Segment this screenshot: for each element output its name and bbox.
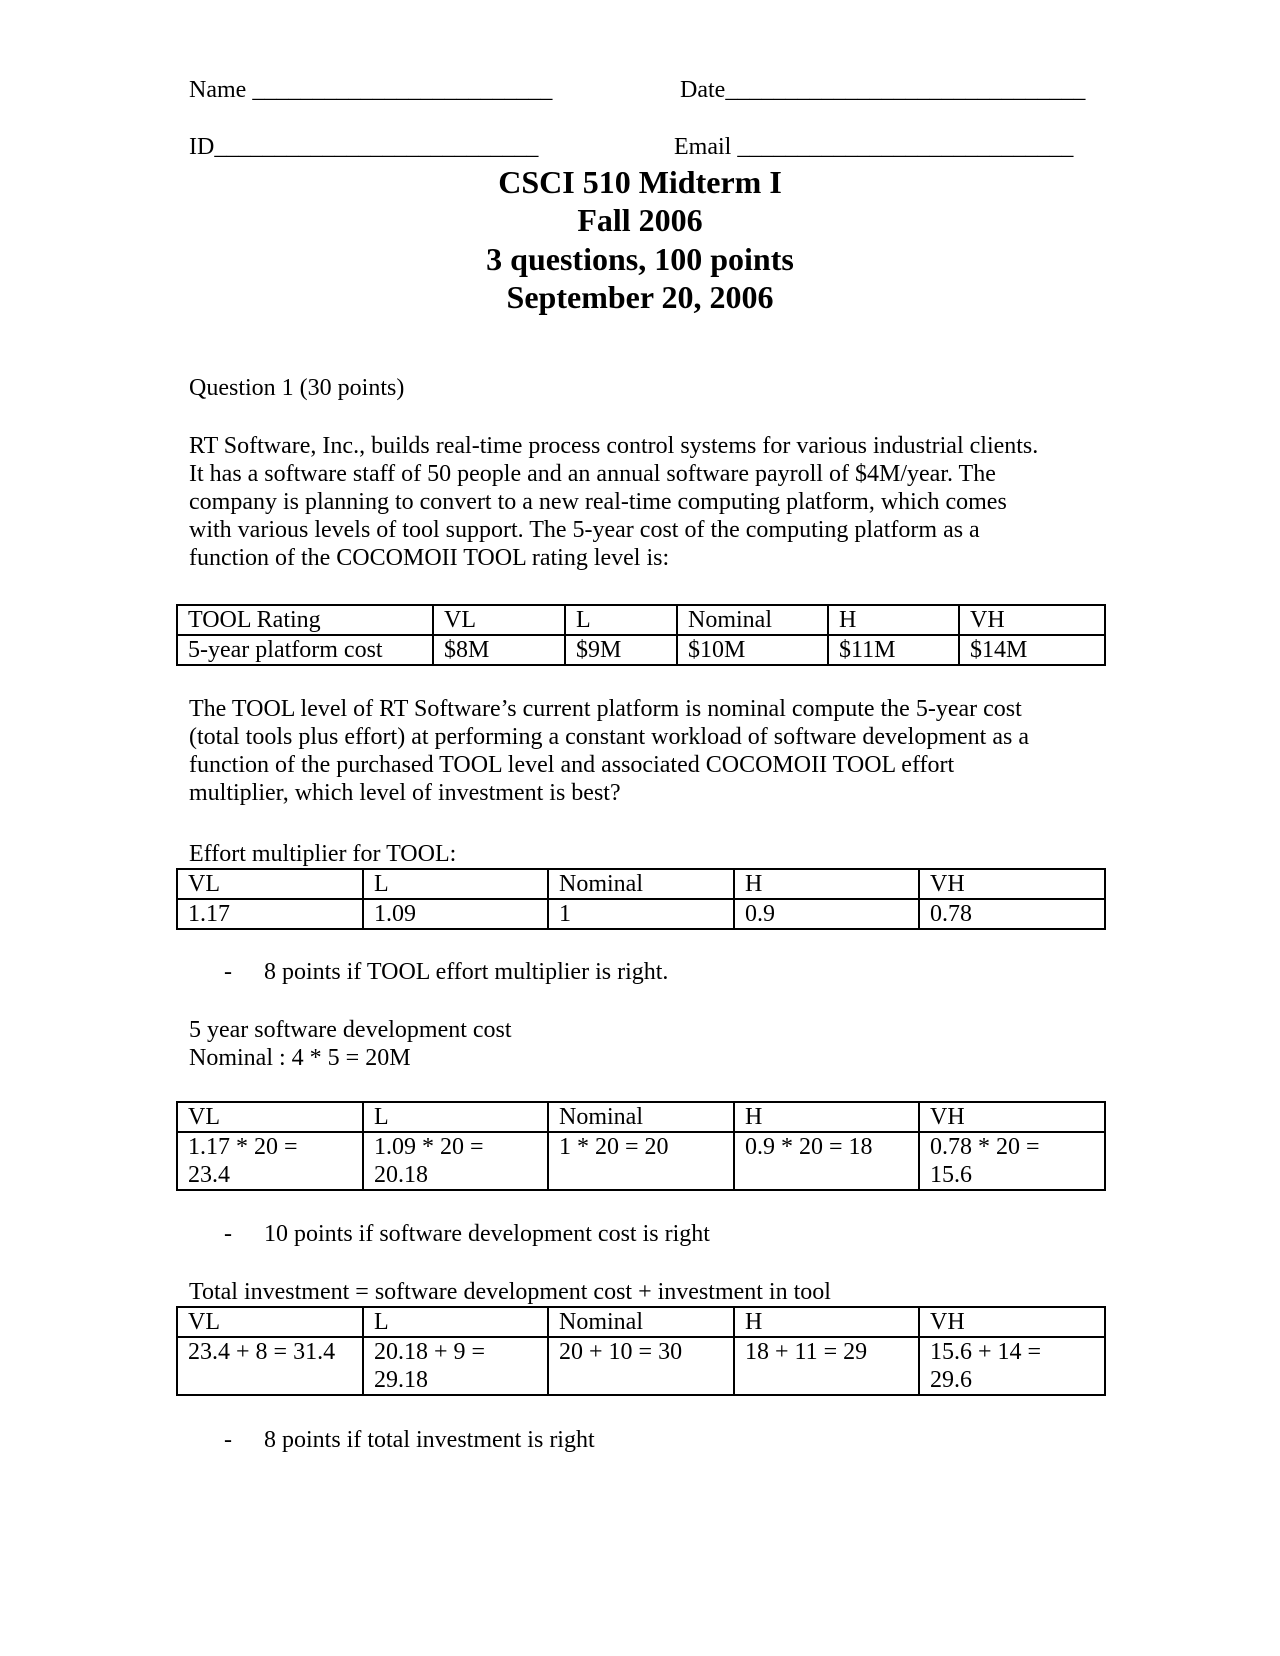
grading-note-multiplier xyxy=(224,958,668,987)
question-heading: Question 1 (30 points) xyxy=(189,375,405,401)
table-cell: H xyxy=(734,1307,919,1337)
email-blank[interactable]: ____________________________ xyxy=(737,134,1074,160)
table-cell xyxy=(734,1132,919,1190)
name-field[interactable] xyxy=(189,76,552,105)
dev-cost-label: 5 year software development cost xyxy=(189,1017,512,1043)
total-investment-table xyxy=(176,1306,1106,1396)
dev-cost-table xyxy=(176,1101,1106,1191)
bullet-text: 10 points if software development cost is right xyxy=(264,1221,710,1247)
cell-line: 1 * 20 = 20 xyxy=(559,1134,669,1160)
bullet-text: 8 points if TOOL effort multiplier is right. xyxy=(264,959,669,985)
platform-cost-table xyxy=(176,604,1106,666)
table-cell: 1.17 xyxy=(177,899,363,929)
date-field[interactable] xyxy=(680,76,1085,105)
table-cell: 5-year platform cost xyxy=(177,635,433,665)
exam-term: Fall 2006 xyxy=(577,202,703,238)
table-cell xyxy=(177,1132,363,1190)
exam-title: CSCI 510 Midterm I xyxy=(498,164,782,200)
bullet-dash: - xyxy=(224,1221,232,1247)
table-cell xyxy=(548,1337,734,1395)
grading-note-dev-cost xyxy=(224,1220,710,1249)
table-row xyxy=(177,635,1105,665)
cell-line: 15.6 + 14 = xyxy=(930,1339,1042,1365)
cell-line: 29.18 xyxy=(374,1367,428,1393)
cell-line: 20.18 xyxy=(374,1162,428,1188)
table-cell: L xyxy=(363,1307,548,1337)
cell-line: 23.4 + 8 = 31.4 xyxy=(188,1339,336,1365)
name-label: Name xyxy=(189,77,247,103)
id-blank[interactable]: ___________________________ xyxy=(214,134,539,160)
table-cell: VH xyxy=(919,869,1105,899)
intro-line: RT Software, Inc., builds real-time process control systems for various industrial clients. xyxy=(189,433,1039,459)
cell-line: 23.4 xyxy=(188,1162,230,1188)
exam-date: September 20, 2006 xyxy=(506,279,774,315)
table-row xyxy=(177,869,1105,899)
table-cell: TOOL Rating xyxy=(177,605,433,635)
date-label: Date xyxy=(680,77,726,103)
table-row xyxy=(177,1307,1105,1337)
table-cell: Nominal xyxy=(548,1102,734,1132)
table-cell: L xyxy=(363,1102,548,1132)
table-row xyxy=(177,899,1105,929)
table-cell xyxy=(548,1132,734,1190)
table-cell: H xyxy=(828,605,959,635)
table-cell: $11M xyxy=(828,635,959,665)
table-cell: Nominal xyxy=(548,1307,734,1337)
bullet-dash: - xyxy=(224,959,232,985)
task-line: The TOOL level of RT Software’s current platform is nominal compute the 5-year cost xyxy=(189,696,1022,722)
cell-line: 15.6 xyxy=(930,1162,972,1188)
question-intro xyxy=(189,432,1089,572)
table-cell: L xyxy=(363,869,548,899)
table-cell: 1 xyxy=(548,899,734,929)
table-cell: Nominal xyxy=(677,605,828,635)
email-field[interactable] xyxy=(674,133,1073,162)
table-cell: $14M xyxy=(959,635,1105,665)
task-line: (total tools plus effort) at performing a constant workload of software development as a xyxy=(189,724,1029,750)
table-cell: VL xyxy=(177,869,363,899)
table-cell: 0.78 xyxy=(919,899,1105,929)
table-row xyxy=(177,1132,1105,1190)
intro-line: It has a software staff of 50 people and an annual software payroll of $4M/year. The xyxy=(189,461,996,487)
table-row xyxy=(177,1102,1105,1132)
table-cell xyxy=(177,1337,363,1395)
table-cell: 1.09 xyxy=(363,899,548,929)
cell-line: 20 + 10 = 30 xyxy=(559,1339,683,1365)
task-line: function of the purchased TOOL level and associated COCOMOII TOOL effort xyxy=(189,752,955,778)
cell-line: 20.18 + 9 = xyxy=(374,1339,486,1365)
table-cell: VH xyxy=(959,605,1105,635)
table-cell: VL xyxy=(433,605,565,635)
table-cell: VL xyxy=(177,1102,363,1132)
bullet-text: 8 points if total investment is right xyxy=(264,1427,595,1453)
table-cell xyxy=(363,1337,548,1395)
task-line: multiplier, which level of investment is best? xyxy=(189,780,621,806)
email-label: Email xyxy=(674,134,732,160)
id-field[interactable] xyxy=(189,133,538,162)
cell-line: 1.09 * 20 = xyxy=(374,1134,484,1160)
cell-line: 1.17 * 20 = xyxy=(188,1134,298,1160)
intro-line: company is planning to convert to a new real-time computing platform, which comes xyxy=(189,489,1007,515)
table-cell: VH xyxy=(919,1102,1105,1132)
cell-line: 18 + 11 = 29 xyxy=(745,1339,868,1365)
exam-summary: 3 questions, 100 points xyxy=(486,241,794,277)
name-blank[interactable]: _________________________ xyxy=(252,77,553,103)
table-row xyxy=(177,605,1105,635)
cell-line: 0.9 * 20 = 18 xyxy=(745,1134,873,1160)
table-cell: H xyxy=(734,869,919,899)
question-task xyxy=(189,695,1089,807)
table-cell xyxy=(363,1132,548,1190)
intro-line: with various levels of tool support. The 5-year cost of the computing platform as a xyxy=(189,517,980,543)
cell-line: 0.78 * 20 = xyxy=(930,1134,1040,1160)
table-cell: H xyxy=(734,1102,919,1132)
dev-cost-nominal: Nominal : 4 * 5 = 20M xyxy=(189,1045,411,1071)
table-cell: L xyxy=(565,605,677,635)
intro-line: function of the COCOMOII TOOL rating level is: xyxy=(189,545,670,571)
table-cell: VL xyxy=(177,1307,363,1337)
table-cell xyxy=(919,1337,1105,1395)
date-blank[interactable]: ______________________________ xyxy=(725,77,1086,103)
table-cell: VH xyxy=(919,1307,1105,1337)
effort-multiplier-table xyxy=(176,868,1106,930)
table-cell: $10M xyxy=(677,635,828,665)
bullet-dash: - xyxy=(224,1427,232,1453)
table-cell: $8M xyxy=(433,635,565,665)
table-cell: Nominal xyxy=(548,869,734,899)
cell-line: 29.6 xyxy=(930,1367,972,1393)
table-cell xyxy=(734,1337,919,1395)
multiplier-label: Effort multiplier for TOOL: xyxy=(189,841,457,867)
table-cell: 0.9 xyxy=(734,899,919,929)
table-cell xyxy=(919,1132,1105,1190)
id-label: ID xyxy=(189,134,215,160)
total-investment-label: Total investment = software development cost + investment in tool xyxy=(189,1279,831,1305)
table-row xyxy=(177,1337,1105,1395)
grading-note-total xyxy=(224,1426,595,1455)
table-cell: $9M xyxy=(565,635,677,665)
